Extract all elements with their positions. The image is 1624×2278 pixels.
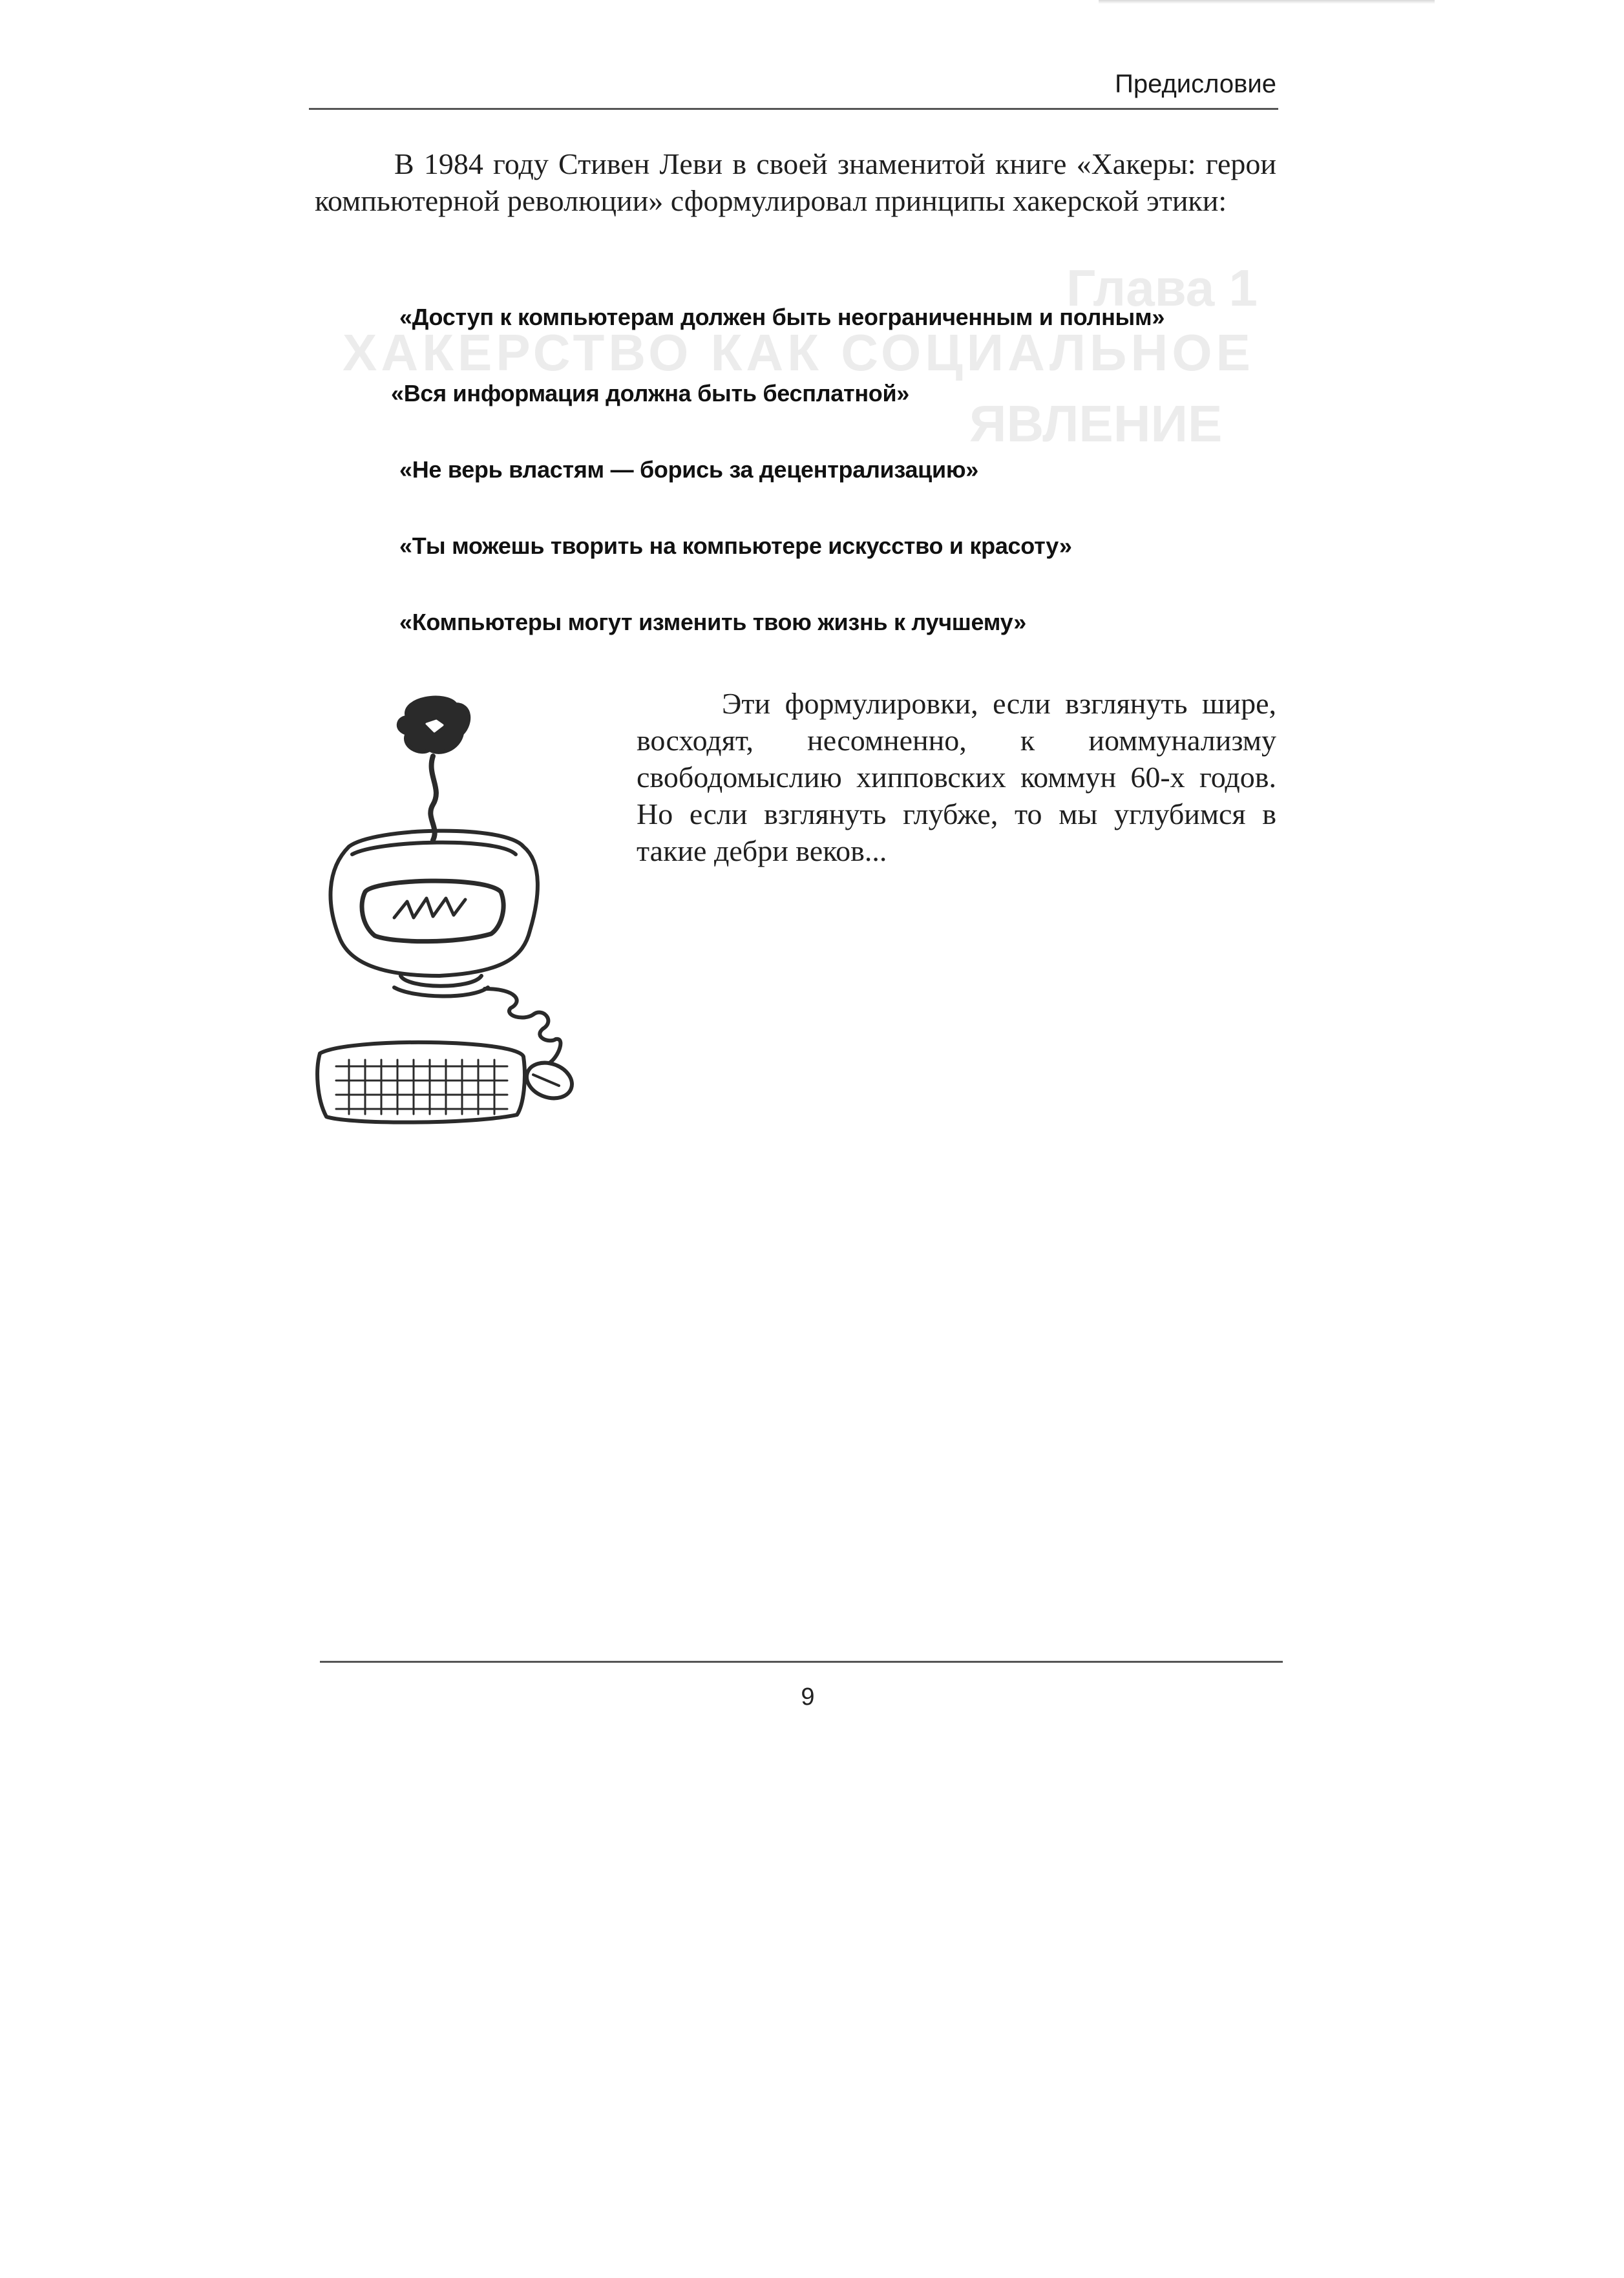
cartoon-computer-icon: [310, 685, 633, 1150]
footer-rule: [320, 1661, 1283, 1663]
principle-item: «Вся информация должна быть бесплатной»: [391, 380, 910, 406]
bleed-through-text: Глава 1: [1066, 259, 1258, 317]
scan-edge-shadow: [1099, 0, 1435, 4]
bleed-through-text: ХАКЕРСТВО КАК СОЦИАЛЬНОЕ: [343, 324, 1254, 381]
bleed-through-text: ЯВЛЕНИЕ: [969, 395, 1223, 452]
principle-item: «Ты можешь творить на компьютере искусство и красоту»: [399, 533, 1072, 559]
principle-item: «Не верь властям — борись за децентрализацию»: [399, 456, 979, 483]
running-head-title: Предисловие: [1115, 70, 1276, 98]
body-paragraph: Эти формулировки, если взглянуть шире, восходят, несомненно, к иоммунализму свободомыслию хипповских коммун 60-х годов. Но если взглянуть глубже, то мы углубимся в такие дебри веков...: [637, 687, 1276, 867]
header-rule: [309, 108, 1278, 110]
running-head: [304, 65, 1276, 111]
principle-item: «Доступ к компьютерам должен быть неограниченным и полным»: [399, 304, 1165, 330]
intro-paragraph: В 1984 году Стивен Леви в своей знаменитой книге «Хакеры: герои компьютерной революции» сформулировал принципы хакерской этики:: [315, 147, 1276, 217]
page-number: 9: [801, 1683, 815, 1711]
principle-item: «Компьютеры могут изменить твою жизнь к лучшему»: [399, 609, 1026, 635]
